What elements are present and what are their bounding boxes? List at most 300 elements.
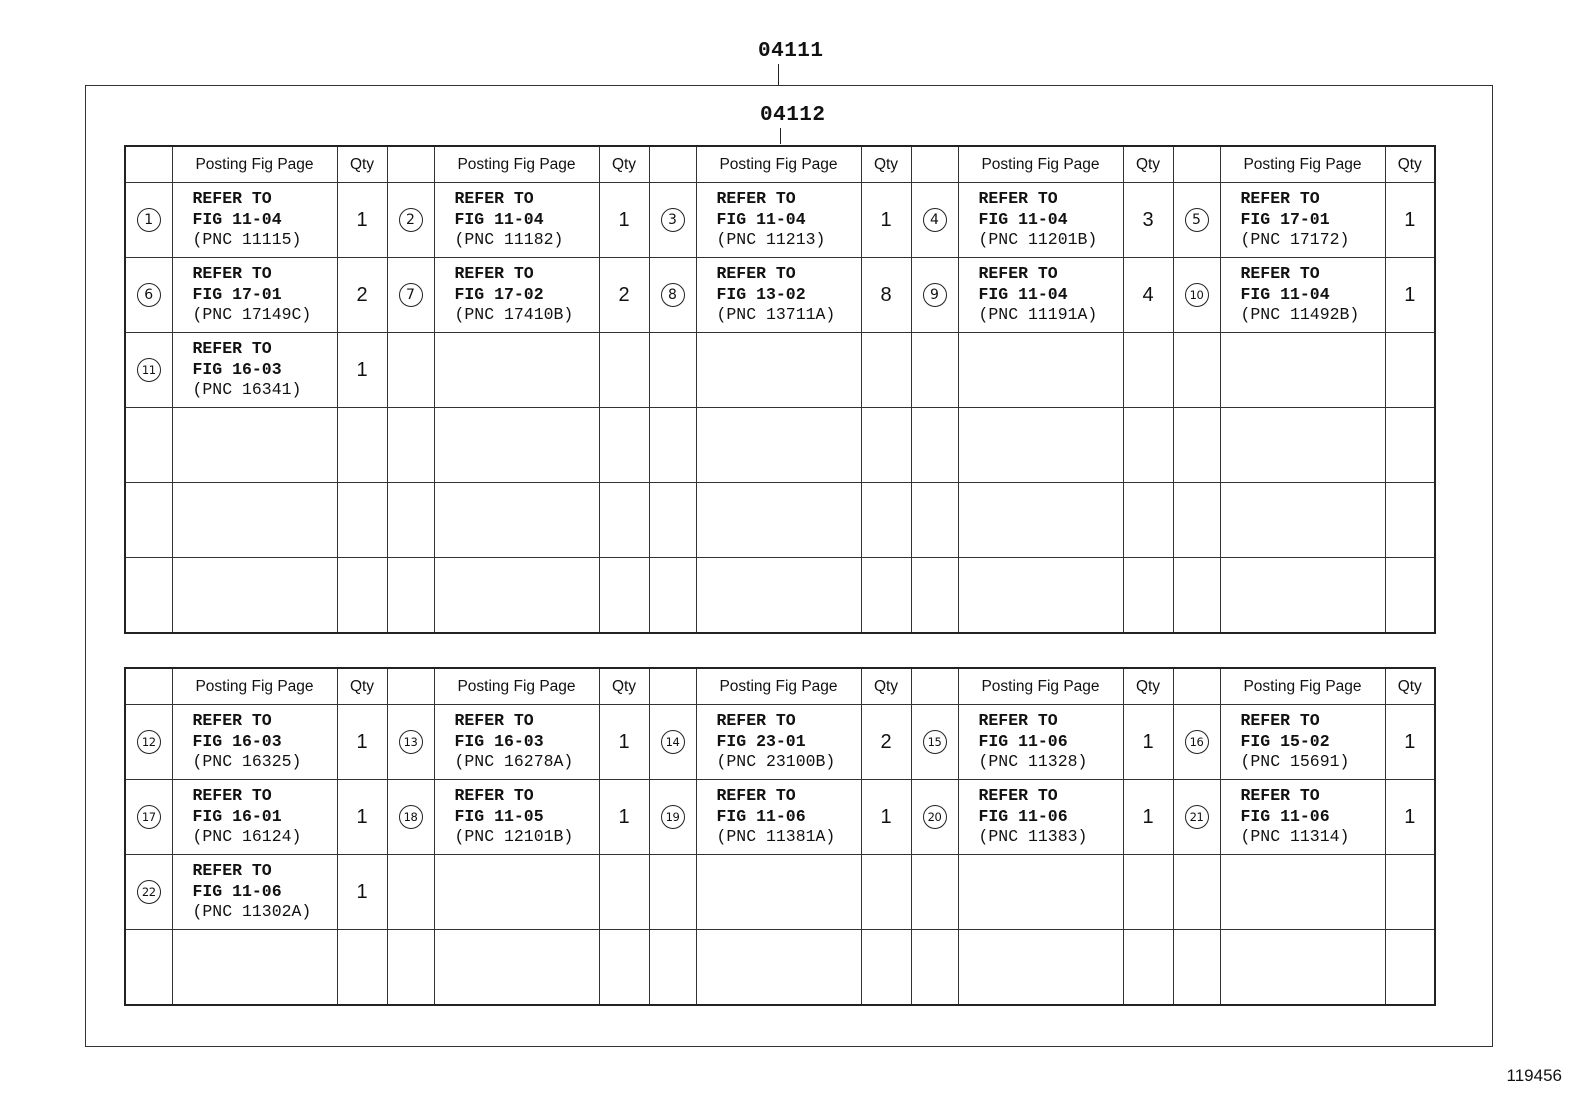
fig-reference: FIG 16-03: [454, 731, 544, 751]
pnc-reference: (PNC 17172): [1240, 230, 1350, 250]
fig-reference: FIG 11-06: [192, 881, 282, 901]
qty-cell: [1123, 780, 1173, 855]
item-number-cell: [649, 705, 696, 780]
refer-to-text: REFER TO: [192, 189, 272, 209]
qty-value: 1: [618, 730, 630, 753]
qty-cell: [861, 855, 911, 930]
pnc-reference: (PNC 11115): [192, 230, 302, 250]
reference-cell: [434, 333, 599, 408]
reference-cell: [172, 258, 337, 333]
reference-cell: [958, 705, 1123, 780]
reference-cell: [172, 558, 337, 634]
item-number-cell: [125, 855, 172, 930]
qty-cell: [1385, 408, 1435, 483]
qty-cell: [599, 930, 649, 1006]
pnc-reference: (PNC 16325): [192, 752, 302, 772]
item-number-cell: [125, 558, 172, 634]
header-posting-fig-page: Posting Fig Page: [434, 146, 599, 183]
callout-number: 5: [1185, 208, 1209, 232]
refer-to-text: REFER TO: [716, 786, 796, 806]
qty-cell: [337, 558, 387, 634]
page-id: 119456: [1506, 1066, 1562, 1085]
pnc-reference: (PNC 11201B): [978, 230, 1098, 250]
table-row: [125, 258, 1435, 333]
qty-value: 1: [1142, 805, 1154, 828]
callout-number: 4: [923, 208, 947, 232]
header-posting-fig-page: Posting Fig Page: [696, 668, 861, 705]
item-number-cell: [1173, 408, 1220, 483]
refer-to-text: REFER TO: [1240, 711, 1320, 731]
qty-cell: [1123, 558, 1173, 634]
fig-reference: FIG 11-04: [192, 209, 282, 229]
item-number-cell: [387, 558, 434, 634]
item-number-cell: [125, 780, 172, 855]
reference-cell: [958, 780, 1123, 855]
qty-cell: [1385, 483, 1435, 558]
pnc-reference: (PNC 17410B): [454, 305, 574, 325]
item-number-cell: [911, 408, 958, 483]
reference-cell: [434, 558, 599, 634]
item-number-cell: [1173, 855, 1220, 930]
qty-value: 1: [880, 805, 892, 828]
qty-cell: [599, 408, 649, 483]
header-posting-fig-page: Posting Fig Page: [958, 668, 1123, 705]
callout-number: 13: [399, 730, 423, 754]
callout-number: 10: [1185, 283, 1209, 307]
qty-cell: [861, 930, 911, 1006]
qty-cell: [861, 558, 911, 634]
header-posting-fig-page: Posting Fig Page: [434, 668, 599, 705]
item-number-cell: [387, 408, 434, 483]
fig-reference: FIG 17-01: [192, 284, 282, 304]
callout-number: 8: [661, 283, 685, 307]
qty-cell: [599, 705, 649, 780]
item-number-cell: [911, 558, 958, 634]
header-qty: Qty: [599, 668, 649, 705]
header-posting-fig-page: Posting Fig Page: [958, 146, 1123, 183]
header-num-cell: [387, 668, 434, 705]
reference-cell: [172, 705, 337, 780]
item-number-cell: [125, 483, 172, 558]
qty-value: 3: [1142, 208, 1154, 231]
header-num-cell: [1173, 668, 1220, 705]
header-num-cell: [911, 668, 958, 705]
fig-reference: FIG 15-02: [1240, 731, 1330, 751]
qty-cell: [1123, 333, 1173, 408]
fig-reference: FIG 23-01: [716, 731, 806, 751]
pnc-reference: (PNC 11492B): [1240, 305, 1360, 325]
fig-reference: FIG 11-04: [1240, 284, 1330, 304]
pnc-reference: (PNC 16124): [192, 827, 302, 847]
item-number-cell: [125, 408, 172, 483]
header-qty: Qty: [1385, 146, 1435, 183]
header-num-cell: [125, 146, 172, 183]
qty-value: 8: [880, 283, 892, 306]
item-number-cell: [1173, 705, 1220, 780]
item-number-cell: [649, 558, 696, 634]
reference-cell: [434, 705, 599, 780]
table-row: [125, 705, 1435, 780]
header-qty: Qty: [1385, 668, 1435, 705]
assembly-label-outer: 04111: [758, 40, 824, 63]
item-number-cell: [125, 258, 172, 333]
item-number-cell: [911, 705, 958, 780]
pnc-reference: (PNC 11213): [716, 230, 826, 250]
item-number-cell: [649, 333, 696, 408]
item-number-cell: [387, 483, 434, 558]
fig-reference: FIG 17-02: [454, 284, 544, 304]
reference-cell: [1220, 558, 1385, 634]
callout-number: 20: [923, 805, 947, 829]
item-number-cell: [649, 258, 696, 333]
qty-cell: [861, 408, 911, 483]
table-row: [125, 780, 1435, 855]
callout-number: 12: [137, 730, 161, 754]
reference-cell: [172, 930, 337, 1006]
item-number-cell: [125, 183, 172, 258]
header-qty: Qty: [1123, 146, 1173, 183]
header-qty: Qty: [337, 668, 387, 705]
callout-number: 1: [137, 208, 161, 232]
refer-to-text: REFER TO: [978, 786, 1058, 806]
reference-cell: [434, 483, 599, 558]
reference-cell: [696, 483, 861, 558]
qty-value: 1: [356, 880, 368, 903]
reference-cell: [1220, 780, 1385, 855]
qty-cell: [337, 483, 387, 558]
callout-number: 14: [661, 730, 685, 754]
qty-cell: [599, 483, 649, 558]
header-posting-fig-page: Posting Fig Page: [172, 668, 337, 705]
pnc-reference: (PNC 12101B): [454, 827, 574, 847]
qty-cell: [599, 780, 649, 855]
qty-value: 1: [1404, 208, 1416, 231]
reference-cell: [696, 780, 861, 855]
callout-number: 6: [137, 283, 161, 307]
item-number-cell: [649, 780, 696, 855]
reference-cell: [1220, 258, 1385, 333]
callout-number: 17: [137, 805, 161, 829]
item-number-cell: [1173, 780, 1220, 855]
callout-number: 22: [137, 880, 161, 904]
reference-table-top: [124, 145, 1436, 634]
fig-reference: FIG 16-03: [192, 359, 282, 379]
qty-cell: [1123, 855, 1173, 930]
header-num-cell: [1173, 146, 1220, 183]
reference-cell: [958, 855, 1123, 930]
qty-value: 1: [618, 208, 630, 231]
item-number-cell: [911, 333, 958, 408]
pnc-reference: (PNC 11302A): [192, 902, 312, 922]
fig-reference: FIG 11-06: [978, 731, 1068, 751]
qty-value: 1: [1142, 730, 1154, 753]
qty-cell: [861, 258, 911, 333]
reference-table-bottom: [124, 667, 1436, 1006]
table-row: [125, 930, 1435, 1006]
reference-cell: [958, 183, 1123, 258]
item-number-cell: [1173, 483, 1220, 558]
fig-reference: FIG 11-06: [1240, 806, 1330, 826]
pnc-reference: (PNC 16278A): [454, 752, 574, 772]
qty-cell: [337, 855, 387, 930]
qty-cell: [1385, 558, 1435, 634]
item-number-cell: [125, 930, 172, 1006]
refer-to-text: REFER TO: [716, 711, 796, 731]
refer-to-text: REFER TO: [1240, 264, 1320, 284]
callout-number: 16: [1185, 730, 1209, 754]
reference-cell: [434, 408, 599, 483]
inner-leader-line: [780, 128, 781, 144]
qty-cell: [599, 183, 649, 258]
qty-cell: [1385, 183, 1435, 258]
outer-leader-line: [778, 64, 779, 85]
item-number-cell: [387, 780, 434, 855]
fig-reference: FIG 11-04: [716, 209, 806, 229]
qty-value: 1: [356, 208, 368, 231]
item-number-cell: [911, 258, 958, 333]
pnc-reference: (PNC 11182): [454, 230, 564, 250]
qty-cell: [337, 333, 387, 408]
qty-cell: [861, 483, 911, 558]
item-number-cell: [649, 855, 696, 930]
refer-to-text: REFER TO: [192, 264, 272, 284]
header-posting-fig-page: Posting Fig Page: [1220, 146, 1385, 183]
qty-cell: [1123, 183, 1173, 258]
table-row: [125, 855, 1435, 930]
table-row: [125, 558, 1435, 634]
reference-cell: [1220, 333, 1385, 408]
pnc-reference: (PNC 17149C): [192, 305, 312, 325]
refer-to-text: REFER TO: [716, 264, 796, 284]
qty-cell: [1123, 408, 1173, 483]
callout-number: 11: [137, 358, 161, 382]
reference-cell: [958, 930, 1123, 1006]
callout-number: 21: [1185, 805, 1209, 829]
fig-reference: FIG 16-01: [192, 806, 282, 826]
qty-cell: [1385, 855, 1435, 930]
refer-to-text: REFER TO: [978, 189, 1058, 209]
qty-value: 2: [880, 730, 892, 753]
header-num-cell: [649, 668, 696, 705]
item-number-cell: [911, 483, 958, 558]
callout-number: 15: [923, 730, 947, 754]
qty-cell: [337, 930, 387, 1006]
reference-cell: [696, 258, 861, 333]
qty-cell: [337, 408, 387, 483]
refer-to-text: REFER TO: [978, 264, 1058, 284]
qty-cell: [861, 333, 911, 408]
reference-cell: [172, 855, 337, 930]
qty-value: 2: [356, 283, 368, 306]
pnc-reference: (PNC 11328): [978, 752, 1088, 772]
qty-value: 1: [1404, 805, 1416, 828]
refer-to-text: REFER TO: [454, 264, 534, 284]
header-qty: Qty: [1123, 668, 1173, 705]
fig-reference: FIG 16-03: [192, 731, 282, 751]
item-number-cell: [911, 855, 958, 930]
reference-cell: [434, 780, 599, 855]
reference-cell: [172, 333, 337, 408]
qty-cell: [337, 780, 387, 855]
qty-cell: [1123, 483, 1173, 558]
qty-cell: [599, 855, 649, 930]
qty-cell: [1385, 333, 1435, 408]
reference-cell: [696, 333, 861, 408]
header-posting-fig-page: Posting Fig Page: [172, 146, 337, 183]
item-number-cell: [1173, 183, 1220, 258]
item-number-cell: [387, 333, 434, 408]
reference-cell: [172, 780, 337, 855]
pnc-reference: (PNC 11191A): [978, 305, 1098, 325]
qty-cell: [1123, 930, 1173, 1006]
header-num-cell: [649, 146, 696, 183]
fig-reference: FIG 17-01: [1240, 209, 1330, 229]
item-number-cell: [649, 483, 696, 558]
qty-value: 1: [1404, 283, 1416, 306]
table-row: [125, 483, 1435, 558]
fig-reference: FIG 11-05: [454, 806, 544, 826]
qty-cell: [1385, 780, 1435, 855]
header-qty: Qty: [599, 146, 649, 183]
assembly-label-inner: 04112: [760, 104, 826, 127]
item-number-cell: [911, 780, 958, 855]
pnc-reference: (PNC 11314): [1240, 827, 1350, 847]
header-qty: Qty: [861, 146, 911, 183]
qty-cell: [861, 780, 911, 855]
item-number-cell: [387, 930, 434, 1006]
reference-cell: [958, 408, 1123, 483]
qty-cell: [599, 333, 649, 408]
header-row: [125, 146, 1435, 183]
qty-cell: [1385, 705, 1435, 780]
reference-cell: [172, 183, 337, 258]
qty-value: 1: [356, 730, 368, 753]
reference-cell: [696, 855, 861, 930]
reference-cell: [958, 558, 1123, 634]
qty-value: 1: [880, 208, 892, 231]
reference-cell: [958, 483, 1123, 558]
item-number-cell: [1173, 558, 1220, 634]
item-number-cell: [1173, 258, 1220, 333]
header-num-cell: [911, 146, 958, 183]
refer-to-text: REFER TO: [716, 189, 796, 209]
item-number-cell: [387, 183, 434, 258]
header-posting-fig-page: Posting Fig Page: [1220, 668, 1385, 705]
callout-number: 3: [661, 208, 685, 232]
item-number-cell: [125, 333, 172, 408]
qty-value: 1: [356, 358, 368, 381]
fig-reference: FIG 11-06: [978, 806, 1068, 826]
refer-to-text: REFER TO: [192, 711, 272, 731]
reference-cell: [696, 705, 861, 780]
item-number-cell: [649, 930, 696, 1006]
qty-cell: [861, 183, 911, 258]
reference-cell: [1220, 705, 1385, 780]
qty-value: 1: [1404, 730, 1416, 753]
fig-reference: FIG 11-06: [716, 806, 806, 826]
qty-value: 1: [618, 805, 630, 828]
header-num-cell: [387, 146, 434, 183]
reference-cell: [958, 333, 1123, 408]
reference-cell: [434, 258, 599, 333]
item-number-cell: [387, 258, 434, 333]
callout-number: 7: [399, 283, 423, 307]
reference-cell: [958, 258, 1123, 333]
header-num-cell: [125, 668, 172, 705]
reference-cell: [696, 558, 861, 634]
fig-reference: FIG 11-04: [978, 209, 1068, 229]
refer-to-text: REFER TO: [192, 786, 272, 806]
qty-cell: [1123, 258, 1173, 333]
qty-value: 1: [356, 805, 368, 828]
item-number-cell: [1173, 930, 1220, 1006]
refer-to-text: REFER TO: [192, 861, 272, 881]
table-row: [125, 183, 1435, 258]
fig-reference: FIG 11-04: [978, 284, 1068, 304]
reference-cell: [1220, 930, 1385, 1006]
qty-cell: [599, 558, 649, 634]
reference-cell: [696, 183, 861, 258]
item-number-cell: [649, 408, 696, 483]
table-row: [125, 333, 1435, 408]
item-number-cell: [125, 705, 172, 780]
callout-number: 18: [399, 805, 423, 829]
pnc-reference: (PNC 11381A): [716, 827, 836, 847]
header-row: [125, 668, 1435, 705]
refer-to-text: REFER TO: [192, 339, 272, 359]
header-qty: Qty: [337, 146, 387, 183]
qty-cell: [861, 705, 911, 780]
table-row: [125, 408, 1435, 483]
refer-to-text: REFER TO: [454, 711, 534, 731]
pnc-reference: (PNC 11383): [978, 827, 1088, 847]
fig-reference: FIG 11-04: [454, 209, 544, 229]
pnc-reference: (PNC 16341): [192, 380, 302, 400]
reference-cell: [696, 930, 861, 1006]
reference-cell: [1220, 483, 1385, 558]
fig-reference: FIG 13-02: [716, 284, 806, 304]
refer-to-text: REFER TO: [454, 786, 534, 806]
reference-cell: [1220, 855, 1385, 930]
callout-number: 2: [399, 208, 423, 232]
refer-to-text: REFER TO: [1240, 189, 1320, 209]
qty-value: 4: [1142, 283, 1154, 306]
pnc-reference: (PNC 13711A): [716, 305, 836, 325]
reference-cell: [434, 930, 599, 1006]
callout-number: 9: [923, 283, 947, 307]
item-number-cell: [911, 183, 958, 258]
item-number-cell: [387, 855, 434, 930]
reference-cell: [1220, 408, 1385, 483]
reference-cell: [696, 408, 861, 483]
reference-cell: [434, 183, 599, 258]
qty-cell: [1385, 258, 1435, 333]
reference-cell: [434, 855, 599, 930]
qty-cell: [337, 705, 387, 780]
callout-number: 19: [661, 805, 685, 829]
refer-to-text: REFER TO: [454, 189, 534, 209]
header-posting-fig-page: Posting Fig Page: [696, 146, 861, 183]
item-number-cell: [649, 183, 696, 258]
header-qty: Qty: [861, 668, 911, 705]
refer-to-text: REFER TO: [1240, 786, 1320, 806]
reference-cell: [1220, 183, 1385, 258]
qty-cell: [599, 258, 649, 333]
qty-cell: [337, 258, 387, 333]
qty-cell: [1385, 930, 1435, 1006]
refer-to-text: REFER TO: [978, 711, 1058, 731]
item-number-cell: [1173, 333, 1220, 408]
